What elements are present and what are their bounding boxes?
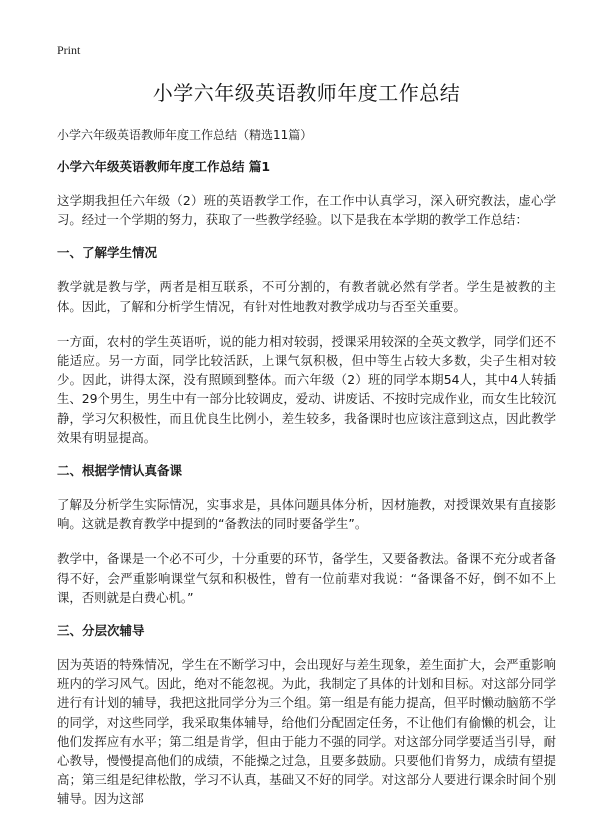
intro-paragraph: 这学期我担任六年级（2）班的英语教学工作，在工作中认真学习，深入研究教法，虚心学习。经过一个学期的努力，获取了一些教学经验。以下是我在本学期的教学工作总结： [57,193,556,228]
document-subtitle: 小学六年级英语教师年度工作总结（精选11篇） [57,128,313,142]
heading-lesson-preparation: 二、根据学情认真备课 [57,463,183,479]
heading-tiered-tutoring: 三、分层次辅导 [57,623,145,639]
paragraph-teaching-learning: 教学就是教与学，两者是相互联系，不可分割的，有教者就必然有学者。学生是被教的主体。因此，了解和分析学生情况，有针对性地教对教学成功与否至关重要。 [57,279,556,314]
heading-understand-students: 一、了解学生情况 [57,245,158,261]
section-title: 小学六年级英语教师年度工作总结 篇1 [57,159,271,174]
page-title: 小学六年级英语教师年度工作总结 [152,81,461,105]
paragraph-lesson-prep: 教学中，备课是一个必不可少，十分重要的环节，备学生，又要备教法。备课不充分或者备得不好，会严重影响课堂气氛和积极性，曾有一位前辈对我说：“备课备不好，倒不如不上课，否则就是白费心机。” [57,551,556,605]
paragraph-analysis: 了解及分析学生实际情况，实事求是，具体问题具体分析，因材施教，对授课效果有直接影响。这就是教育教学中提到的“备教法的同时要备学生”。 [57,497,556,532]
print-link[interactable]: Print [57,43,81,57]
paragraph-tutoring: 因为英语的特殊情况，学生在不断学习中，会出现好与差生现象，差生面扩大，会严重影响班内的学习风气。因此，绝对不能忽视。为此，我制定了具体的计划和目标。对这部分同学进行有计划的辅导，我把这批同学分为三个组。第一组是有能力提高，但平时懒动脑筋不学的同学，对这些同学，我采取集体辅导，给他们分配固定任务，不让他们有偷懒的机会，让他们发挥应有水平；第二组是肯学，但由于能力不强的同学。对这部分同学要适当引导，耐心教导，慢慢提高他们的成绩，不能操之过急，且要多鼓励。只要他们肯努力，成绩有望提高；第三组是纪律松散，学习不认真，基础又不好的同学。对这部分人要进行课余时间个别辅导。因为这部 [57,657,556,807]
paragraph-student-situation: 一方面，农村的学生英语听，说的能力相对较弱，授课采用较深的全英文教学，同学们还不能适应。另一方面，同学比较活跃，上课气氛积极，但中等生占较大多数，尖子生相对较少。因此，讲得太深，没有照顾到整体。而六年级（2）班的同学本期54人，其中4人转插生、29个男生，男生中有一部分比较调皮，爱动、讲废话、不按时完成作业，而女生比较沉静，学习欠积极性，而且优良生比例小，差生较多，我备课时也应该注意到这点，因此教学效果有明显提高。 [57,333,557,445]
